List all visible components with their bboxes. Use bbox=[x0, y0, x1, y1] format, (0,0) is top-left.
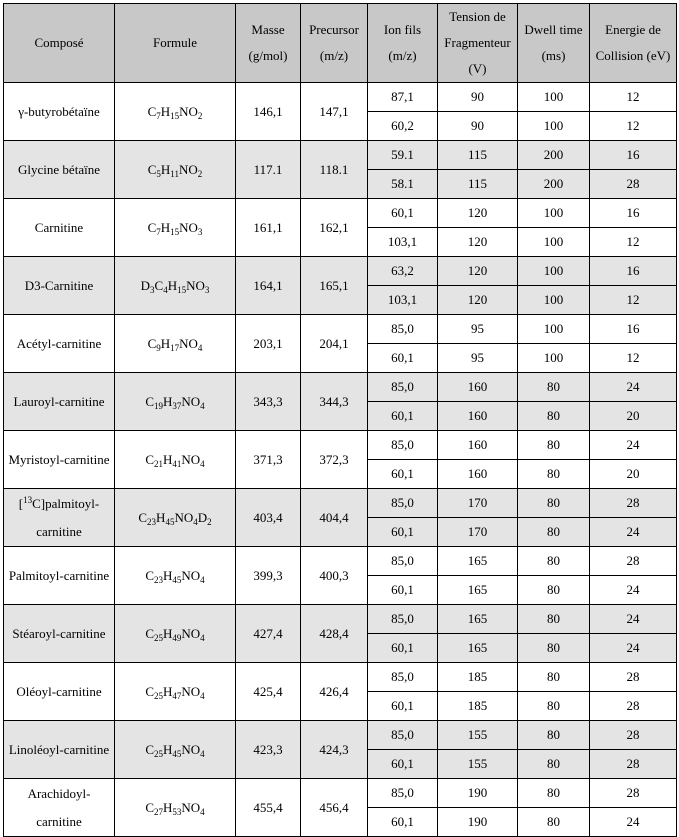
compound-formula: $C_{23}H_{45}NO_4D_2$ bbox=[115, 489, 236, 547]
tension-fragmenteur: 95 bbox=[438, 344, 518, 373]
ion-fils: 85,0 bbox=[368, 663, 438, 692]
ion-fils: 60,2 bbox=[368, 112, 438, 141]
compound-formula: $C_9H_{17}NO_4$ bbox=[115, 315, 236, 373]
dwell-time: 80 bbox=[518, 779, 590, 808]
col-header-ion-fils: Ion fils (m/z) bbox=[368, 4, 438, 83]
table-row bbox=[4, 779, 677, 808]
ms-parameters-table bbox=[3, 3, 677, 837]
energie-collision: 20 bbox=[590, 402, 677, 431]
energie-collision: 24 bbox=[590, 373, 677, 402]
dwell-time: 100 bbox=[518, 199, 590, 228]
tension-fragmenteur: 185 bbox=[438, 663, 518, 692]
tension-fragmenteur: 160 bbox=[438, 402, 518, 431]
tension-fragmenteur: 115 bbox=[438, 141, 518, 170]
table-row bbox=[4, 315, 677, 344]
compound-masse: 343,3 bbox=[236, 373, 301, 431]
energie-collision: 24 bbox=[590, 576, 677, 605]
ion-fils: 103,1 bbox=[368, 286, 438, 315]
ion-fils: 59.1 bbox=[368, 141, 438, 170]
compound-precursor: 344,3 bbox=[301, 373, 368, 431]
compound-masse: 425,4 bbox=[236, 663, 301, 721]
dwell-time: 80 bbox=[518, 750, 590, 779]
table-row bbox=[4, 431, 677, 460]
tension-fragmenteur: 165 bbox=[438, 634, 518, 663]
ion-fils: 60,1 bbox=[368, 576, 438, 605]
dwell-time: 80 bbox=[518, 431, 590, 460]
energie-collision: 20 bbox=[590, 460, 677, 489]
compound-masse: 403,4 bbox=[236, 489, 301, 547]
table-row bbox=[4, 257, 677, 286]
energie-collision: 24 bbox=[590, 634, 677, 663]
tension-fragmenteur: 160 bbox=[438, 373, 518, 402]
compound-masse: 161,1 bbox=[236, 199, 301, 257]
energie-collision: 28 bbox=[590, 692, 677, 721]
tension-fragmenteur: 120 bbox=[438, 257, 518, 286]
compound-formula: $C_{21}H_{41}NO_4$ bbox=[115, 431, 236, 489]
energie-collision: 12 bbox=[590, 344, 677, 373]
compound-masse: 423,3 bbox=[236, 721, 301, 779]
dwell-time: 100 bbox=[518, 257, 590, 286]
compound-name: Oléoyl-carnitine bbox=[4, 663, 115, 721]
ion-fils: 58.1 bbox=[368, 170, 438, 199]
ion-fils: 60,1 bbox=[368, 634, 438, 663]
table-row bbox=[4, 199, 677, 228]
energie-collision: 16 bbox=[590, 315, 677, 344]
compound-formula: $C_{25}H_{45}NO_4$ bbox=[115, 721, 236, 779]
ion-fils: 85,0 bbox=[368, 315, 438, 344]
ion-fils: 87,1 bbox=[368, 83, 438, 112]
col-header-masse: Masse (g/mol) bbox=[236, 4, 301, 83]
compound-name: Myristoyl-carnitine bbox=[4, 431, 115, 489]
tension-fragmenteur: 160 bbox=[438, 460, 518, 489]
energie-collision: 28 bbox=[590, 663, 677, 692]
tension-fragmenteur: 120 bbox=[438, 228, 518, 257]
table-row bbox=[4, 83, 677, 112]
tension-fragmenteur: 160 bbox=[438, 431, 518, 460]
ion-fils: 60,1 bbox=[368, 692, 438, 721]
compound-name: [$^{13}$C]palmitoyl-carnitine bbox=[4, 489, 115, 547]
compound-formula: $C_5H_{11}NO_2$ bbox=[115, 141, 236, 199]
energie-collision: 16 bbox=[590, 199, 677, 228]
energie-collision: 12 bbox=[590, 286, 677, 315]
energie-collision: 24 bbox=[590, 518, 677, 547]
tension-fragmenteur: 95 bbox=[438, 315, 518, 344]
compound-precursor: 400,3 bbox=[301, 547, 368, 605]
compound-precursor: 428,4 bbox=[301, 605, 368, 663]
table-row bbox=[4, 141, 677, 170]
dwell-time: 80 bbox=[518, 373, 590, 402]
compound-formula: $C_7H_{15}NO_2$ bbox=[115, 83, 236, 141]
compound-precursor: 424,3 bbox=[301, 721, 368, 779]
dwell-time: 80 bbox=[518, 518, 590, 547]
table-row bbox=[4, 605, 677, 634]
col-header-formule: Formule bbox=[115, 4, 236, 83]
compound-name: D3-Carnitine bbox=[4, 257, 115, 315]
ion-fils: 85,0 bbox=[368, 431, 438, 460]
compound-precursor: 204,1 bbox=[301, 315, 368, 373]
energie-collision: 28 bbox=[590, 489, 677, 518]
dwell-time: 100 bbox=[518, 286, 590, 315]
energie-collision: 16 bbox=[590, 141, 677, 170]
compound-formula: $C_{23}H_{45}NO_4$ bbox=[115, 547, 236, 605]
dwell-time: 100 bbox=[518, 228, 590, 257]
compound-masse: 146,1 bbox=[236, 83, 301, 141]
compound-name: Linoléoyl-carnitine bbox=[4, 721, 115, 779]
ion-fils: 85,0 bbox=[368, 779, 438, 808]
table-row bbox=[4, 547, 677, 576]
compound-masse: 455,4 bbox=[236, 779, 301, 837]
tension-fragmenteur: 115 bbox=[438, 170, 518, 199]
dwell-time: 80 bbox=[518, 634, 590, 663]
compound-formula: $C_{25}H_{49}NO_4$ bbox=[115, 605, 236, 663]
energie-collision: 12 bbox=[590, 112, 677, 141]
ion-fils: 85,0 bbox=[368, 373, 438, 402]
table-row bbox=[4, 489, 677, 518]
compound-masse: 427,4 bbox=[236, 605, 301, 663]
compound-name: γ-butyrobétaïne bbox=[4, 83, 115, 141]
tension-fragmenteur: 165 bbox=[438, 576, 518, 605]
compound-precursor: 372,3 bbox=[301, 431, 368, 489]
dwell-time: 80 bbox=[518, 460, 590, 489]
table-row bbox=[4, 663, 677, 692]
compound-name: Palmitoyl-carnitine bbox=[4, 547, 115, 605]
dwell-time: 100 bbox=[518, 112, 590, 141]
compound-formula: $C_{19}H_{37}NO_4$ bbox=[115, 373, 236, 431]
compound-masse: 399,3 bbox=[236, 547, 301, 605]
tension-fragmenteur: 165 bbox=[438, 547, 518, 576]
compound-masse: 164,1 bbox=[236, 257, 301, 315]
tension-fragmenteur: 170 bbox=[438, 489, 518, 518]
tension-fragmenteur: 170 bbox=[438, 518, 518, 547]
tension-fragmenteur: 120 bbox=[438, 286, 518, 315]
tension-fragmenteur: 155 bbox=[438, 721, 518, 750]
compound-name: Lauroyl-carnitine bbox=[4, 373, 115, 431]
compound-formula: $C_{27}H_{53}NO_4$ bbox=[115, 779, 236, 837]
compound-formula: $D_3C_4H_{15}NO_3$ bbox=[115, 257, 236, 315]
compound-precursor: 426,4 bbox=[301, 663, 368, 721]
tension-fragmenteur: 90 bbox=[438, 83, 518, 112]
ion-fils: 60,1 bbox=[368, 808, 438, 837]
ion-fils: 85,0 bbox=[368, 489, 438, 518]
energie-collision: 24 bbox=[590, 808, 677, 837]
energie-collision: 16 bbox=[590, 257, 677, 286]
ion-fils: 60,1 bbox=[368, 344, 438, 373]
compound-name: Arachidoyl-carnitine bbox=[4, 779, 115, 837]
ion-fils: 63,2 bbox=[368, 257, 438, 286]
energie-collision: 28 bbox=[590, 547, 677, 576]
col-header-compose: Composé bbox=[4, 4, 115, 83]
energie-collision: 28 bbox=[590, 721, 677, 750]
energie-collision: 24 bbox=[590, 431, 677, 460]
ion-fils: 60,1 bbox=[368, 199, 438, 228]
compound-precursor: 147,1 bbox=[301, 83, 368, 141]
compound-formula: $C_{25}H_{47}NO_4$ bbox=[115, 663, 236, 721]
dwell-time: 80 bbox=[518, 547, 590, 576]
dwell-time: 80 bbox=[518, 489, 590, 518]
dwell-time: 200 bbox=[518, 141, 590, 170]
ion-fils: 85,0 bbox=[368, 721, 438, 750]
dwell-time: 80 bbox=[518, 663, 590, 692]
compound-precursor: 118.1 bbox=[301, 141, 368, 199]
dwell-time: 80 bbox=[518, 605, 590, 634]
compound-precursor: 456,4 bbox=[301, 779, 368, 837]
ion-fils: 103,1 bbox=[368, 228, 438, 257]
energie-collision: 24 bbox=[590, 605, 677, 634]
ion-fils: 60,1 bbox=[368, 518, 438, 547]
ion-fils: 85,0 bbox=[368, 605, 438, 634]
tension-fragmenteur: 165 bbox=[438, 605, 518, 634]
col-header-precursor: Precursor (m/z) bbox=[301, 4, 368, 83]
dwell-time: 80 bbox=[518, 576, 590, 605]
compound-masse: 117.1 bbox=[236, 141, 301, 199]
compound-name: Carnitine bbox=[4, 199, 115, 257]
dwell-time: 80 bbox=[518, 692, 590, 721]
ion-fils: 60,1 bbox=[368, 460, 438, 489]
energie-collision: 12 bbox=[590, 83, 677, 112]
energie-collision: 28 bbox=[590, 779, 677, 808]
energie-collision: 28 bbox=[590, 750, 677, 779]
tension-fragmenteur: 155 bbox=[438, 750, 518, 779]
header-row bbox=[4, 4, 677, 83]
compound-name: Acétyl-carnitine bbox=[4, 315, 115, 373]
tension-fragmenteur: 190 bbox=[438, 808, 518, 837]
dwell-time: 80 bbox=[518, 721, 590, 750]
dwell-time: 80 bbox=[518, 402, 590, 431]
compound-precursor: 162,1 bbox=[301, 199, 368, 257]
tension-fragmenteur: 90 bbox=[438, 112, 518, 141]
compound-name: Glycine bétaïne bbox=[4, 141, 115, 199]
col-header-dwell: Dwell time (ms) bbox=[518, 4, 590, 83]
tension-fragmenteur: 120 bbox=[438, 199, 518, 228]
col-header-tension: Tension de Fragmenteur (V) bbox=[438, 4, 518, 83]
compound-name: Stéaroyl-carnitine bbox=[4, 605, 115, 663]
dwell-time: 80 bbox=[518, 808, 590, 837]
compound-formula: $C_7H_{15}NO_3$ bbox=[115, 199, 236, 257]
table-row bbox=[4, 373, 677, 402]
dwell-time: 100 bbox=[518, 315, 590, 344]
table-row bbox=[4, 721, 677, 750]
tension-fragmenteur: 185 bbox=[438, 692, 518, 721]
ion-fils: 60,1 bbox=[368, 750, 438, 779]
energie-collision: 28 bbox=[590, 170, 677, 199]
compound-masse: 371,3 bbox=[236, 431, 301, 489]
tension-fragmenteur: 190 bbox=[438, 779, 518, 808]
ion-fils: 85,0 bbox=[368, 547, 438, 576]
ion-fils: 60,1 bbox=[368, 402, 438, 431]
compound-precursor: 404,4 bbox=[301, 489, 368, 547]
compound-masse: 203,1 bbox=[236, 315, 301, 373]
compound-precursor: 165,1 bbox=[301, 257, 368, 315]
dwell-time: 100 bbox=[518, 344, 590, 373]
table-body bbox=[4, 83, 677, 837]
dwell-time: 200 bbox=[518, 170, 590, 199]
energie-collision: 12 bbox=[590, 228, 677, 257]
col-header-energie: Energie de Collision (eV) bbox=[590, 4, 677, 83]
dwell-time: 100 bbox=[518, 83, 590, 112]
